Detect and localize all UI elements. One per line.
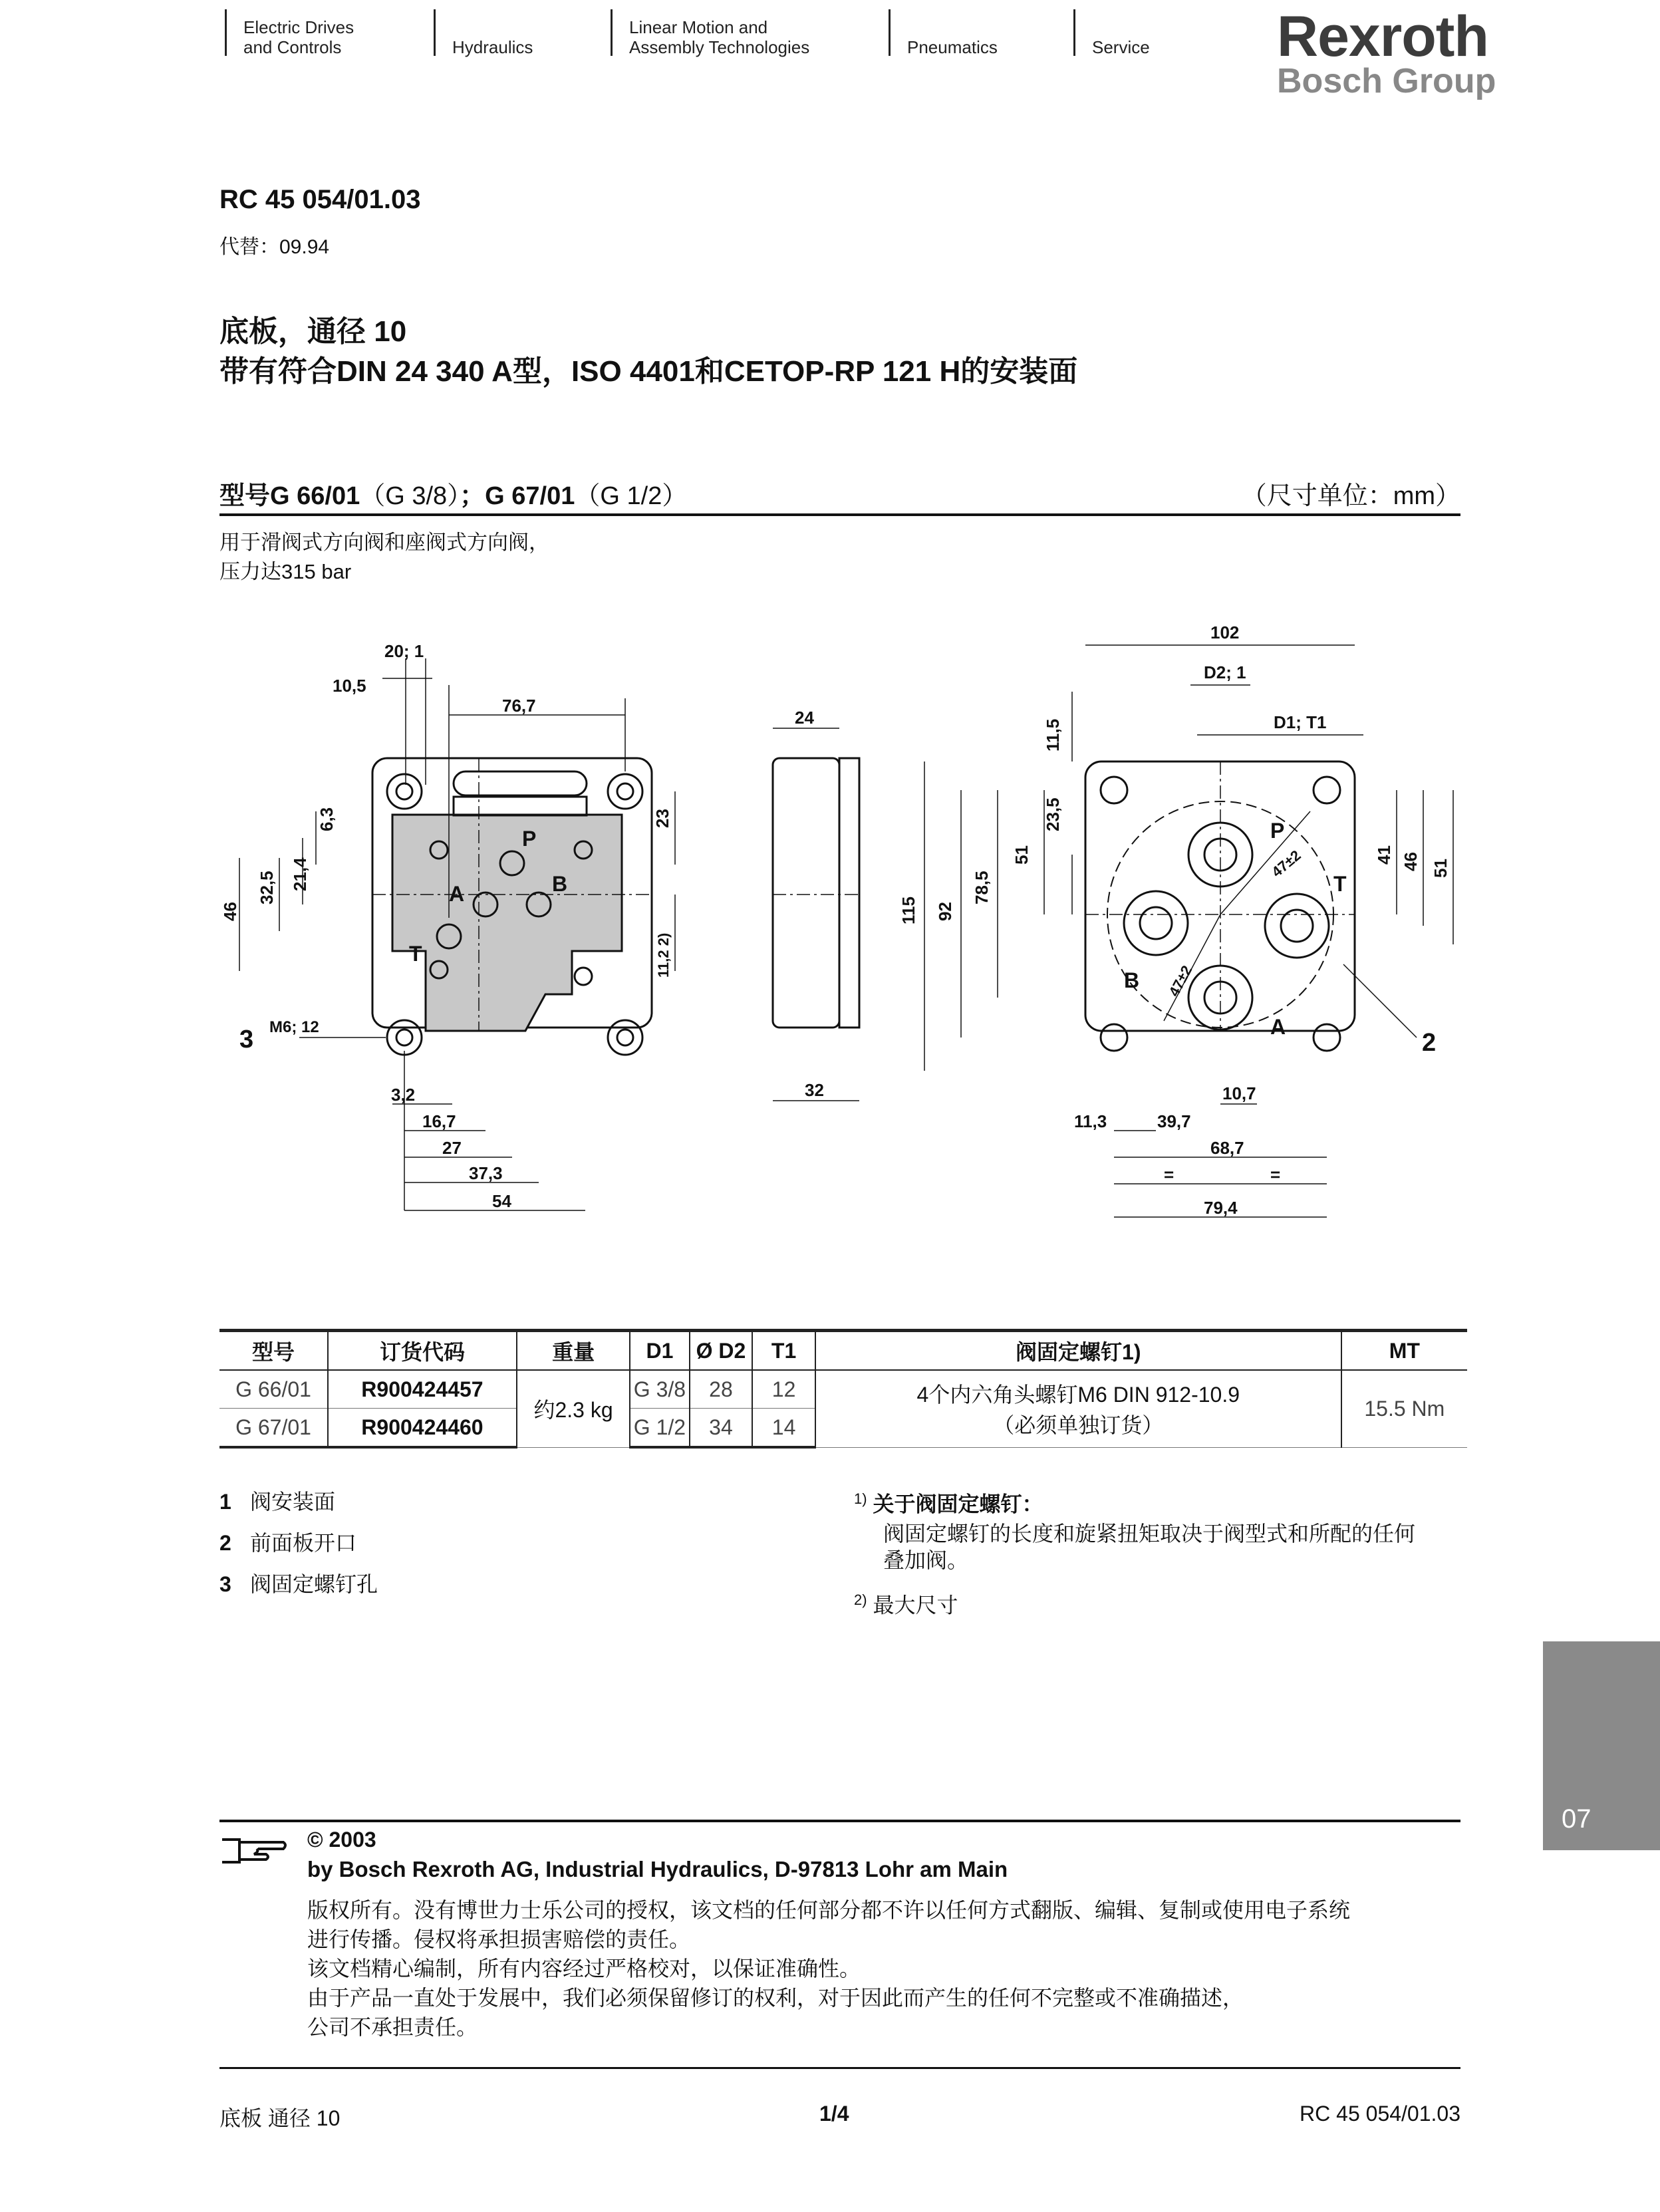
footnote-line: 叠加阀。 bbox=[883, 1548, 969, 1572]
dim-label: 41 bbox=[1374, 845, 1394, 865]
nav-label-line2: Assembly Technologies bbox=[629, 37, 810, 57]
page-number: 1/4 bbox=[819, 2102, 849, 2126]
dim-label: = bbox=[1270, 1165, 1281, 1184]
dim-label: 11,2 2) bbox=[655, 932, 672, 978]
dim-label: 51 bbox=[1431, 859, 1451, 878]
technical-drawing bbox=[219, 612, 1483, 1277]
section-tab-number: 07 bbox=[1562, 1804, 1591, 1834]
document-number: RC 45 054/01.03 bbox=[219, 185, 421, 214]
cell-weight: 约2.3 kg bbox=[517, 1370, 630, 1447]
col-header-d1: D1 bbox=[630, 1331, 689, 1371]
nav-label: Hydraulics bbox=[452, 37, 533, 57]
front-slot bbox=[454, 771, 587, 795]
copyright-line: 公司不承担责任。 bbox=[307, 2015, 478, 2039]
port-label-t: T bbox=[1333, 872, 1347, 896]
cell-screws bbox=[815, 1370, 1341, 1447]
model-g66-thread: （G 3/8） bbox=[360, 482, 460, 510]
port-label-t: T bbox=[409, 942, 422, 966]
col-header-order-code: 订货代码 bbox=[328, 1331, 517, 1371]
plate-side-view bbox=[773, 708, 859, 1101]
nav-label: Service bbox=[1092, 37, 1150, 57]
copyright-line: 该文档精心编制，所有内容经过严格校对，以保证准确性。 bbox=[307, 1957, 861, 1981]
nav-separator bbox=[889, 9, 891, 56]
footnote-title: 关于阀固定螺钉： bbox=[873, 1492, 1043, 1516]
dim-label: M6; 12 bbox=[269, 1018, 319, 1036]
dim-label: 76,7 bbox=[502, 696, 536, 716]
screw-note: （必须单独订货） bbox=[993, 1413, 1164, 1438]
port-label-b: B bbox=[1124, 968, 1140, 992]
dim-label: 10,5 bbox=[333, 676, 366, 696]
copyright-notice bbox=[307, 1895, 1350, 2042]
nav-item-linear-motion[interactable] bbox=[629, 17, 809, 57]
nav-item-hydraulics[interactable] bbox=[452, 37, 533, 57]
note-number: 2 bbox=[219, 1531, 231, 1555]
mounting-hole bbox=[1314, 1024, 1340, 1051]
nav-label-line1: Electric Drives bbox=[243, 17, 354, 37]
mounting-hole-inner bbox=[617, 783, 633, 799]
usage-description bbox=[219, 528, 549, 587]
slot-recess bbox=[454, 797, 587, 815]
port-label-p: P bbox=[1270, 819, 1285, 843]
cell-d1: G 1/2 bbox=[630, 1409, 689, 1448]
mounting-hole bbox=[387, 1020, 422, 1055]
note-number: 1 bbox=[219, 1490, 231, 1514]
nav-label-line2: and Controls bbox=[243, 37, 342, 57]
replaces-edition: 代替：09.94 bbox=[219, 236, 330, 258]
dim-label: 37,3 bbox=[469, 1163, 503, 1183]
dim-label: 11,5 bbox=[1043, 718, 1063, 752]
cell-t1: 14 bbox=[752, 1409, 815, 1448]
dim-label: 51 bbox=[1012, 845, 1032, 865]
dim-label: 32,5 bbox=[257, 871, 277, 904]
dim-label: 24 bbox=[795, 708, 814, 728]
footer-title: 底板 通径 10 bbox=[219, 2106, 341, 2130]
note-item bbox=[219, 1571, 378, 1597]
footnote-line: 阀固定螺钉的长度和旋紧扭矩取决于阀型式和所配的任何 bbox=[883, 1522, 1416, 1546]
copyright-divider bbox=[219, 1820, 1460, 1822]
footnote-1-body bbox=[883, 1520, 1415, 1574]
cell-model: G 67/01 bbox=[219, 1409, 328, 1448]
table-header-row bbox=[219, 1331, 1467, 1371]
nav-separator bbox=[611, 9, 613, 56]
cell-order-code: R900424457 bbox=[328, 1370, 517, 1409]
nav-label: Pneumatics bbox=[907, 37, 998, 57]
dim-label: 102 bbox=[1210, 622, 1240, 642]
copyright-line: 进行传播。侵权将承担损害赔偿的责任。 bbox=[307, 1927, 691, 1951]
dim-label: 92 bbox=[935, 902, 955, 921]
cell-torque: 15.5 Nm bbox=[1341, 1370, 1467, 1447]
port-t-boss bbox=[1265, 894, 1329, 958]
dim-label: 68,7 bbox=[1210, 1138, 1244, 1158]
dim-label: 10,7 bbox=[1222, 1083, 1256, 1103]
side-outline bbox=[773, 758, 839, 1028]
dim-label: 20; 1 bbox=[384, 641, 424, 661]
dim-label: 78,5 bbox=[972, 871, 992, 904]
port-b-hole bbox=[1140, 907, 1172, 939]
dim-label: 27 bbox=[442, 1138, 462, 1158]
dim-label: 11,3 bbox=[1074, 1111, 1107, 1131]
dim-label: 46 bbox=[220, 902, 240, 921]
brand-logo: Rexroth bbox=[1277, 5, 1488, 69]
table-row bbox=[219, 1370, 1467, 1409]
screw-hole bbox=[575, 968, 592, 985]
note-item bbox=[219, 1530, 356, 1556]
cell-order-code: R900424460 bbox=[328, 1409, 517, 1448]
dim-label: 54 bbox=[492, 1191, 511, 1211]
dim-label: D1; T1 bbox=[1274, 712, 1327, 732]
dim-label: 6,3 bbox=[317, 807, 337, 831]
port-label-a: A bbox=[1270, 1015, 1286, 1039]
brand-subtitle: Bosch Group bbox=[1277, 62, 1496, 100]
dim-label: 16,7 bbox=[422, 1111, 456, 1131]
nav-label-line1: Linear Motion and bbox=[629, 17, 768, 37]
nav-separator bbox=[434, 9, 436, 56]
footnote-2 bbox=[854, 1587, 958, 1619]
note-text: 阀安装面 bbox=[250, 1490, 336, 1514]
dim-label: 21,4 bbox=[290, 857, 310, 891]
port-label-b: B bbox=[552, 872, 568, 896]
col-header-weight: 重量 bbox=[517, 1331, 630, 1371]
model-g67: ；G 67/01 bbox=[460, 482, 575, 510]
callout-2: 2 bbox=[1422, 1029, 1437, 1057]
copyright-line: 版权所有。没有博世力士乐公司的授权，该文档的任何部分都不许以任何方式翻版、编辑、复制或使用电子系统 bbox=[307, 1898, 1351, 1922]
mounting-hole-inner bbox=[617, 1030, 633, 1045]
port-label-a: A bbox=[449, 882, 465, 906]
cell-d2: 28 bbox=[690, 1370, 753, 1409]
callout-3: 3 bbox=[239, 1026, 254, 1053]
note-number: 3 bbox=[219, 1572, 231, 1596]
footnote-mark: 2) bbox=[854, 1591, 867, 1608]
copyright-line: 由于产品一直处于发展中，我们必须保留修订的权利，对于因此而产生的任何不完整或不准确描述， bbox=[307, 1986, 1244, 2010]
note-item bbox=[219, 1488, 335, 1515]
port-label-p: P bbox=[522, 827, 537, 851]
dim-label: 79,4 bbox=[1204, 1198, 1238, 1218]
dim-label: 3,2 bbox=[391, 1085, 416, 1105]
dim-label: = bbox=[1164, 1165, 1175, 1184]
cell-d1: G 3/8 bbox=[630, 1370, 689, 1409]
model-designation bbox=[219, 475, 687, 511]
mounting-hole bbox=[1314, 777, 1340, 803]
copyright-year: © 2003 bbox=[307, 1828, 376, 1852]
footnote-text: 最大尺寸 bbox=[873, 1593, 958, 1617]
col-header-screws: 阀固定螺钉1) bbox=[815, 1331, 1341, 1371]
section-tab bbox=[1543, 1641, 1660, 1850]
footnote-1 bbox=[854, 1486, 1043, 1518]
nav-separator bbox=[225, 9, 227, 56]
col-header-t1: T1 bbox=[752, 1331, 815, 1371]
section-divider bbox=[219, 513, 1460, 516]
dim-label: 46 bbox=[1401, 852, 1421, 871]
col-header-d2: Ø D2 bbox=[690, 1331, 753, 1371]
angle-label: 47±2 bbox=[1165, 962, 1196, 1000]
plate-bottom-view bbox=[899, 622, 1453, 1218]
cell-model: G 66/01 bbox=[219, 1370, 328, 1409]
nav-separator bbox=[1073, 9, 1075, 56]
mounting-hole bbox=[1101, 777, 1127, 803]
col-header-model: 型号 bbox=[219, 1331, 328, 1371]
cell-t1: 12 bbox=[752, 1370, 815, 1409]
pointing-hand-icon bbox=[219, 1830, 289, 1867]
page-title: 底板，通径 10 bbox=[219, 315, 407, 348]
screw-spec: 4个内六角头螺钉M6 DIN 912-10.9 bbox=[916, 1383, 1240, 1407]
angle-label: 47±2 bbox=[1268, 847, 1304, 881]
nav-item-electric-drives[interactable] bbox=[243, 17, 354, 57]
nav-item-service[interactable] bbox=[1092, 37, 1150, 57]
footer-divider bbox=[219, 2067, 1460, 2069]
port-b-boss bbox=[1124, 891, 1188, 955]
side-step bbox=[839, 758, 859, 1028]
mounting-hole bbox=[1101, 1024, 1127, 1051]
model-g66: 型号G 66/01 bbox=[219, 482, 360, 510]
mounting-face bbox=[392, 815, 622, 1031]
mounting-hole bbox=[608, 1020, 642, 1055]
mounting-hole bbox=[608, 774, 642, 809]
nav-item-pneumatics[interactable] bbox=[907, 37, 998, 57]
mounting-hole bbox=[387, 774, 422, 809]
mounting-hole-inner bbox=[396, 783, 412, 799]
usage-line: 压力达315 bar bbox=[219, 560, 352, 583]
mounting-hole-inner bbox=[396, 1030, 412, 1045]
model-g67-thread: （G 1/2） bbox=[575, 482, 688, 510]
spec-table bbox=[219, 1329, 1467, 1449]
dim-label: D2; 1 bbox=[1204, 662, 1246, 682]
dim-label: 23 bbox=[652, 809, 672, 828]
footnote-mark: 1) bbox=[854, 1490, 867, 1507]
col-header-torque: MT bbox=[1341, 1331, 1467, 1371]
cell-d2: 34 bbox=[690, 1409, 753, 1448]
note-text: 阀固定螺钉孔 bbox=[250, 1572, 378, 1596]
footer-doc-number: RC 45 054/01.03 bbox=[1300, 2102, 1460, 2126]
plate-top-view bbox=[220, 641, 675, 1211]
dim-label: 39,7 bbox=[1157, 1111, 1191, 1131]
dim-label: 32 bbox=[805, 1080, 824, 1100]
dim-label: 115 bbox=[899, 897, 918, 924]
dimension-unit: （尺寸单位：mm） bbox=[1241, 482, 1460, 510]
dim-label: 23,5 bbox=[1043, 797, 1063, 831]
page-subtitle: 带有符合DIN 24 340 A型，ISO 4401和CETOP-RP 121 H的安装面 bbox=[219, 355, 1078, 388]
usage-line: 用于滑阀式方向阀和座阀式方向阀， bbox=[219, 531, 549, 554]
copyright-company: by Bosch Rexroth AG, Industrial Hydraulics, D-97813 Lohr am Main bbox=[307, 1857, 1008, 1881]
note-text: 前面板开口 bbox=[250, 1531, 357, 1555]
